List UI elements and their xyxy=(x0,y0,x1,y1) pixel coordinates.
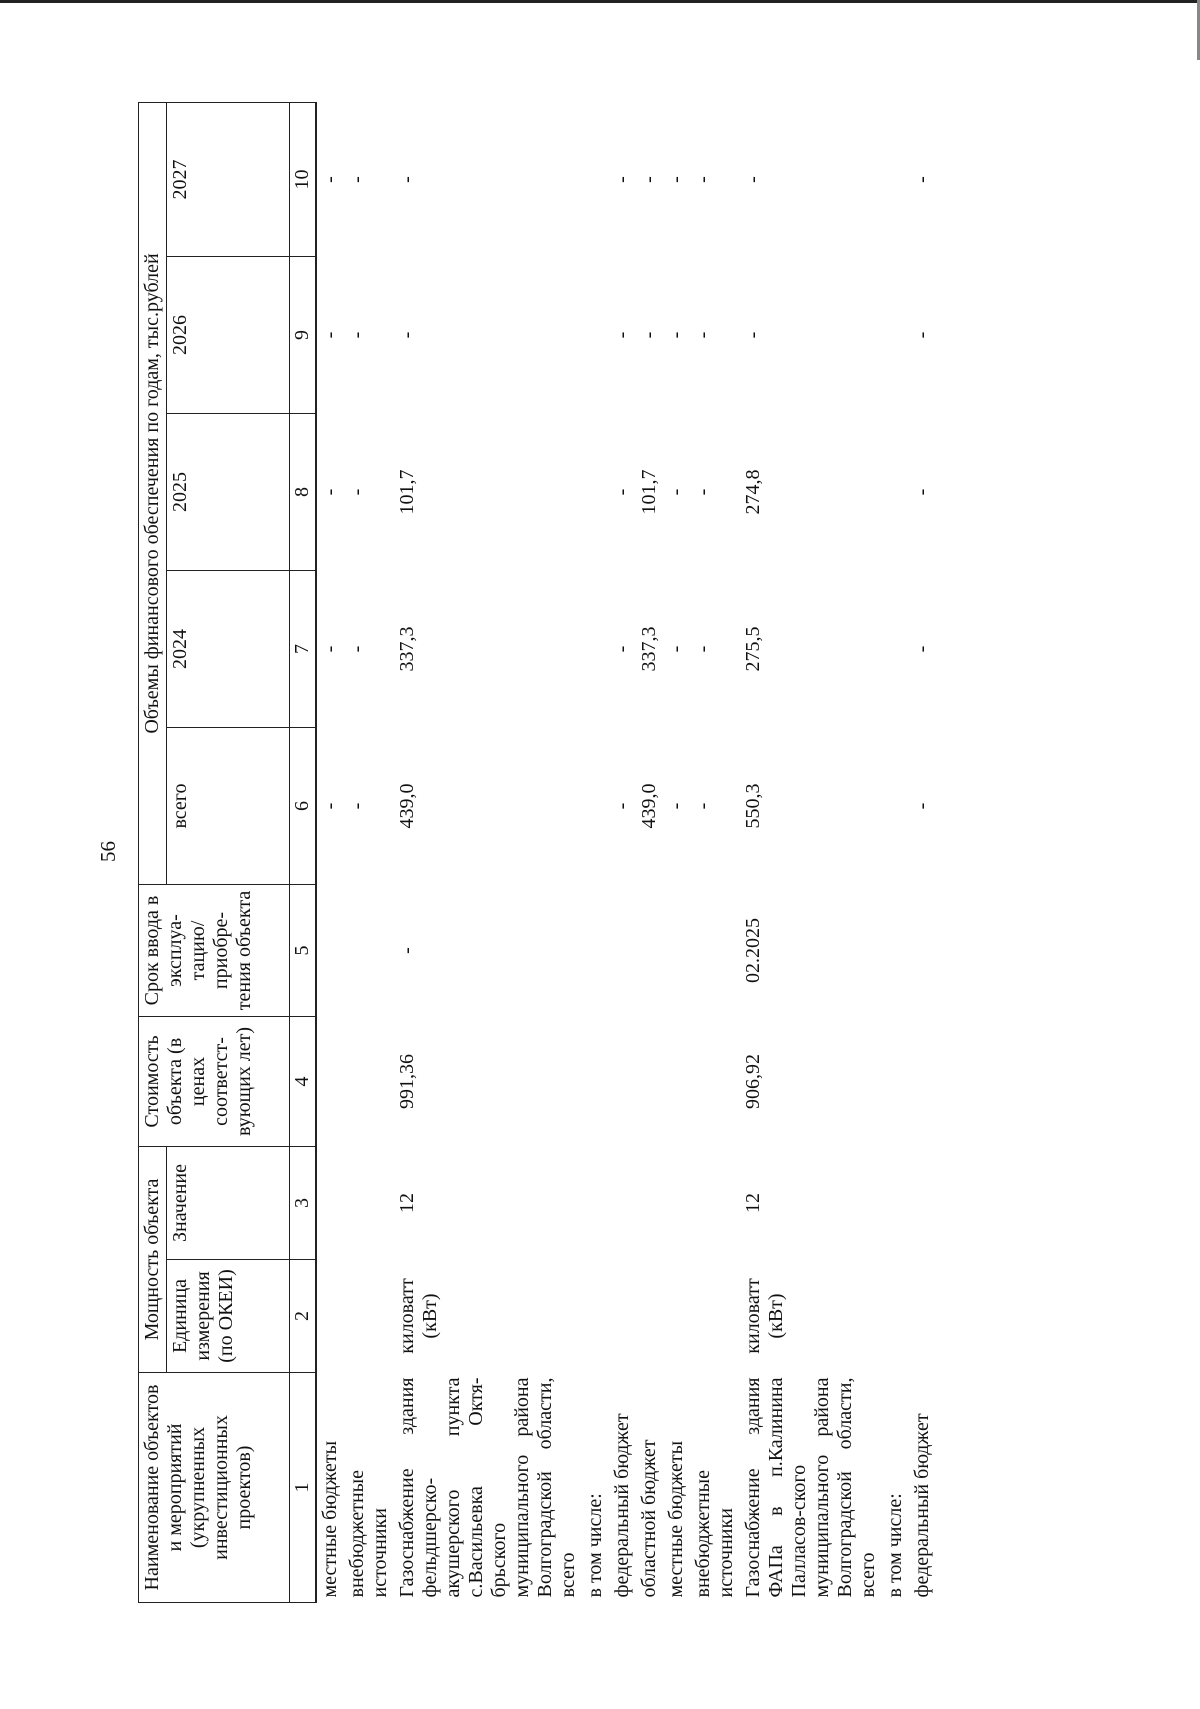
row-value xyxy=(636,1147,663,1260)
row-2025: - xyxy=(911,488,933,496)
row-total: 439,0 xyxy=(638,783,660,829)
header-funding-group: Объемы финансового обеспечения по годам, тыс.рублей xyxy=(139,102,167,884)
row-name: местные бюджеты xyxy=(665,1440,687,1598)
row-name: внебюджетные источники xyxy=(692,1470,737,1598)
row-name: Газоснабжение здания ФАПа в п.Калинина Палласов-ского муниципального района Волгоградской области, всего xyxy=(742,1377,879,1598)
row-2027 xyxy=(582,102,609,256)
row-total: - xyxy=(346,802,368,810)
row-total: - xyxy=(319,802,341,810)
column-number: 8 xyxy=(290,414,317,571)
page-number: 56 xyxy=(96,841,120,862)
row-unit xyxy=(690,1260,740,1373)
row-2026: - xyxy=(396,331,418,339)
row-value xyxy=(663,1147,690,1260)
column-number: 6 xyxy=(290,728,317,885)
row-unit xyxy=(344,1260,394,1373)
row-total: - xyxy=(611,802,633,810)
row-2027: - xyxy=(319,176,341,183)
table-row xyxy=(909,102,936,1602)
table-row xyxy=(316,102,344,1602)
scan-edge-top xyxy=(0,0,1200,3)
header-2027: 2027 xyxy=(167,102,290,256)
row-2024: 275,5 xyxy=(742,626,764,672)
row-name: в том числе: xyxy=(584,1493,606,1598)
row-term xyxy=(909,885,936,1017)
column-number: 3 xyxy=(290,1147,317,1260)
row-value xyxy=(582,1147,609,1260)
row-cost xyxy=(663,1017,690,1147)
column-number: 5 xyxy=(290,885,317,1017)
row-2027 xyxy=(882,102,909,256)
row-name: внебюджетные источники xyxy=(346,1470,391,1598)
header-2024: 2024 xyxy=(167,571,290,728)
row-2025 xyxy=(882,414,909,571)
header-2025: 2025 xyxy=(167,414,290,571)
header-2026: 2026 xyxy=(167,257,290,414)
column-number: 7 xyxy=(290,571,317,728)
row-2026: - xyxy=(911,331,933,339)
row-cost xyxy=(582,1017,609,1147)
header-capacity-group: Мощность объекта xyxy=(139,1147,167,1373)
table-row xyxy=(690,102,740,1602)
row-2027: - xyxy=(611,176,633,183)
row-cost xyxy=(690,1017,740,1147)
row-term: - xyxy=(396,947,418,954)
row-2024: 337,3 xyxy=(396,626,418,672)
row-term xyxy=(316,885,344,1017)
header-term: Срок ввода в эксплуа-тацию/ приобре-тения объекта xyxy=(139,885,290,1017)
row-2024: - xyxy=(319,645,341,653)
row-2026: - xyxy=(611,331,633,339)
header-name: Наименование объектов и мероприятий (укрупненных инвестиционных проектов) xyxy=(139,1373,290,1603)
row-total xyxy=(582,728,609,885)
header-value: Значение xyxy=(167,1147,290,1260)
row-value xyxy=(344,1147,394,1260)
row-total xyxy=(882,728,909,885)
table-row xyxy=(663,102,690,1602)
column-number: 10 xyxy=(290,102,317,256)
row-value xyxy=(882,1147,909,1260)
header-unit: Единица измерения (по ОКЕИ) xyxy=(167,1260,290,1373)
row-term: 02.2025 xyxy=(742,918,764,983)
row-term xyxy=(609,885,636,1017)
header-cost: Стоимость объекта (в ценах соответст-вующих лет) xyxy=(139,1017,290,1147)
row-cost xyxy=(344,1017,394,1147)
row-2025: 101,7 xyxy=(396,469,418,515)
row-2024: - xyxy=(611,645,633,653)
row-total: 550,3 xyxy=(742,783,764,829)
row-2024: - xyxy=(911,645,933,653)
row-unit: киловатт (кВт) xyxy=(742,1278,787,1354)
rotated-table-container xyxy=(138,103,1200,1603)
row-name: областной бюджет xyxy=(638,1439,660,1598)
row-name: в том числе: xyxy=(884,1493,906,1598)
row-name: федеральный бюджет xyxy=(611,1413,633,1598)
row-2027: - xyxy=(346,176,368,183)
row-2024: - xyxy=(346,645,368,653)
row-2025: 274,8 xyxy=(742,469,764,515)
row-2027: - xyxy=(638,176,660,183)
row-cost xyxy=(316,1017,344,1147)
row-2026: - xyxy=(742,331,764,339)
row-2025: - xyxy=(611,488,633,496)
row-cost: 991,36 xyxy=(396,1054,418,1109)
row-cost xyxy=(882,1017,909,1147)
row-2026: - xyxy=(638,331,660,339)
table-row xyxy=(582,102,609,1602)
column-number: 9 xyxy=(290,257,317,414)
row-unit xyxy=(882,1260,909,1373)
row-term xyxy=(663,885,690,1017)
row-2024 xyxy=(582,571,609,728)
row-unit xyxy=(582,1260,609,1373)
row-2026 xyxy=(882,257,909,414)
row-2027: - xyxy=(665,176,687,183)
row-name: федеральный бюджет xyxy=(911,1413,933,1598)
row-value: 12 xyxy=(742,1193,764,1213)
row-unit xyxy=(316,1260,344,1373)
row-term xyxy=(690,885,740,1017)
row-2025: - xyxy=(692,488,714,496)
row-value xyxy=(609,1147,636,1260)
row-2025: 101,7 xyxy=(638,469,660,515)
row-2025 xyxy=(582,414,609,571)
header-total: всего xyxy=(167,728,290,885)
column-number-row xyxy=(290,102,317,1602)
row-value xyxy=(316,1147,344,1260)
row-term xyxy=(636,885,663,1017)
row-unit xyxy=(636,1260,663,1373)
row-unit: киловатт (кВт) xyxy=(396,1278,441,1354)
row-name: местные бюджеты xyxy=(319,1440,341,1598)
row-cost xyxy=(609,1017,636,1147)
column-number: 1 xyxy=(290,1373,317,1603)
row-term xyxy=(882,885,909,1017)
table-row xyxy=(609,102,636,1602)
row-2024: 337,3 xyxy=(638,626,660,672)
row-total: - xyxy=(665,802,687,810)
row-unit xyxy=(663,1260,690,1373)
row-term xyxy=(582,885,609,1017)
table-row xyxy=(344,102,394,1602)
row-cost xyxy=(636,1017,663,1147)
table-row xyxy=(740,102,882,1602)
row-2026: - xyxy=(665,331,687,339)
financing-table xyxy=(138,102,936,1603)
row-2027: - xyxy=(396,176,418,183)
row-2024 xyxy=(882,571,909,728)
row-2025: - xyxy=(319,488,341,496)
row-cost xyxy=(909,1017,936,1147)
row-2025: - xyxy=(665,488,687,496)
row-unit xyxy=(909,1260,936,1373)
row-total: 439,0 xyxy=(396,783,418,829)
row-name: Газоснабжение здания фельдшерско-акушерского пункта с.Васильевка Октя-брьского муниципального района Волгоградской области, всего xyxy=(396,1377,579,1598)
row-value xyxy=(690,1147,740,1260)
row-2024: - xyxy=(692,645,714,653)
table-header xyxy=(139,102,317,1602)
row-2026: - xyxy=(692,331,714,339)
column-number: 2 xyxy=(290,1260,317,1373)
row-2027: - xyxy=(911,176,933,183)
table-row xyxy=(394,102,582,1602)
row-2026: - xyxy=(346,331,368,339)
row-term xyxy=(344,885,394,1017)
row-value: 12 xyxy=(396,1193,418,1213)
table-row xyxy=(882,102,909,1602)
row-2027: - xyxy=(742,176,764,183)
row-total: - xyxy=(692,802,714,810)
row-2027: - xyxy=(692,176,714,183)
table-body xyxy=(316,102,936,1602)
row-2026 xyxy=(582,257,609,414)
row-cost: 906,92 xyxy=(742,1054,764,1109)
row-unit xyxy=(609,1260,636,1373)
column-number: 4 xyxy=(290,1017,317,1147)
row-2025: - xyxy=(346,488,368,496)
row-value xyxy=(909,1147,936,1260)
row-2026: - xyxy=(319,331,341,339)
table-row xyxy=(636,102,663,1602)
row-total: - xyxy=(911,802,933,810)
row-2024: - xyxy=(665,645,687,653)
